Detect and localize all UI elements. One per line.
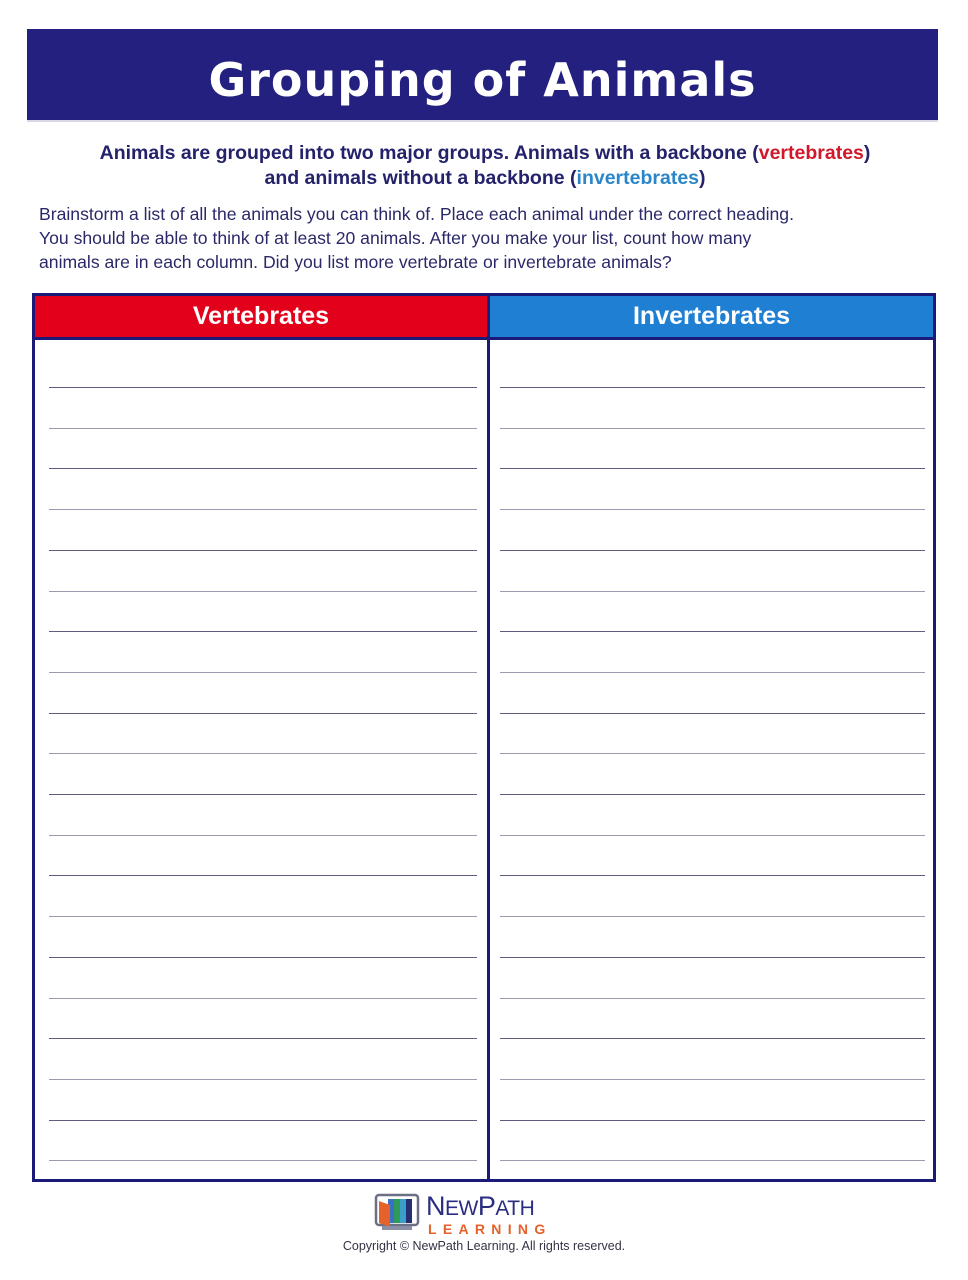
writing-line[interactable] bbox=[49, 1038, 477, 1039]
writing-line[interactable] bbox=[500, 468, 925, 469]
writing-line[interactable] bbox=[49, 468, 477, 469]
vertebrates-header: Vertebrates bbox=[35, 296, 487, 340]
writing-line[interactable] bbox=[500, 713, 925, 714]
writing-line[interactable] bbox=[500, 794, 925, 795]
writing-line[interactable] bbox=[49, 1079, 477, 1080]
animal-table bbox=[32, 293, 936, 1182]
newpath-logo bbox=[374, 1193, 552, 1236]
writing-line[interactable] bbox=[500, 1079, 925, 1080]
instructions-line-2: You should be able to think of at least 20 animals. After you make your list, count how many bbox=[39, 228, 752, 248]
writing-line[interactable] bbox=[500, 387, 925, 388]
writing-line[interactable] bbox=[49, 875, 477, 876]
logo-newpath-text: NEWPATH bbox=[426, 1191, 535, 1221]
writing-line[interactable] bbox=[500, 1038, 925, 1039]
instructions-line-3: animals are in each column. Did you list more vertebrate or invertebrate animals? bbox=[39, 252, 672, 272]
intro-line-1: Animals are grouped into two major groups. Animals with a backbone (vertebrates) bbox=[99, 142, 871, 164]
vertebrates-column bbox=[35, 296, 490, 1179]
writing-line[interactable] bbox=[500, 631, 925, 632]
writing-line[interactable] bbox=[49, 916, 477, 917]
writing-line[interactable] bbox=[500, 1160, 925, 1161]
invertebrates-highlight: invertebrates bbox=[576, 167, 700, 189]
writing-line[interactable] bbox=[500, 1120, 925, 1121]
writing-line[interactable] bbox=[49, 794, 477, 795]
instructions-line-1: Brainstorm a list of all the animals you can think of. Place each animal under the correct heading. bbox=[39, 204, 794, 224]
writing-line[interactable] bbox=[500, 998, 925, 999]
writing-line[interactable] bbox=[49, 428, 477, 429]
writing-line[interactable] bbox=[49, 1160, 477, 1161]
writing-line[interactable] bbox=[49, 631, 477, 632]
invertebrates-column bbox=[490, 296, 933, 1179]
intro-line-2: and animals without a backbone (invertebrates) bbox=[264, 167, 706, 189]
writing-line[interactable] bbox=[49, 957, 477, 958]
intro-text bbox=[30, 141, 940, 191]
invertebrates-header: Invertebrates bbox=[490, 296, 933, 340]
instructions bbox=[39, 202, 949, 274]
writing-line[interactable] bbox=[500, 916, 925, 917]
writing-line[interactable] bbox=[500, 428, 925, 429]
vertebrates-highlight: vertebrates bbox=[758, 142, 864, 164]
writing-line[interactable] bbox=[500, 753, 925, 754]
logo-learning-text: LEARNING bbox=[428, 1221, 552, 1237]
writing-line[interactable] bbox=[49, 998, 477, 999]
writing-line[interactable] bbox=[49, 550, 477, 551]
writing-line[interactable] bbox=[500, 550, 925, 551]
writing-line[interactable] bbox=[49, 591, 477, 592]
writing-line[interactable] bbox=[500, 957, 925, 958]
writing-line[interactable] bbox=[49, 1120, 477, 1121]
writing-line[interactable] bbox=[500, 835, 925, 836]
writing-line[interactable] bbox=[49, 753, 477, 754]
writing-line[interactable] bbox=[49, 672, 477, 673]
page-title: Grouping of Animals bbox=[208, 52, 757, 107]
writing-line[interactable] bbox=[500, 672, 925, 673]
writing-line[interactable] bbox=[500, 509, 925, 510]
writing-line[interactable] bbox=[49, 509, 477, 510]
title-banner bbox=[27, 29, 938, 122]
writing-line[interactable] bbox=[49, 387, 477, 388]
writing-line[interactable] bbox=[500, 591, 925, 592]
writing-line[interactable] bbox=[49, 835, 477, 836]
book-monitor-icon bbox=[374, 1193, 420, 1233]
copyright-notice: Copyright © NewPath Learning. All rights reserved. bbox=[342, 1239, 626, 1253]
writing-line[interactable] bbox=[500, 875, 925, 876]
writing-line[interactable] bbox=[49, 713, 477, 714]
